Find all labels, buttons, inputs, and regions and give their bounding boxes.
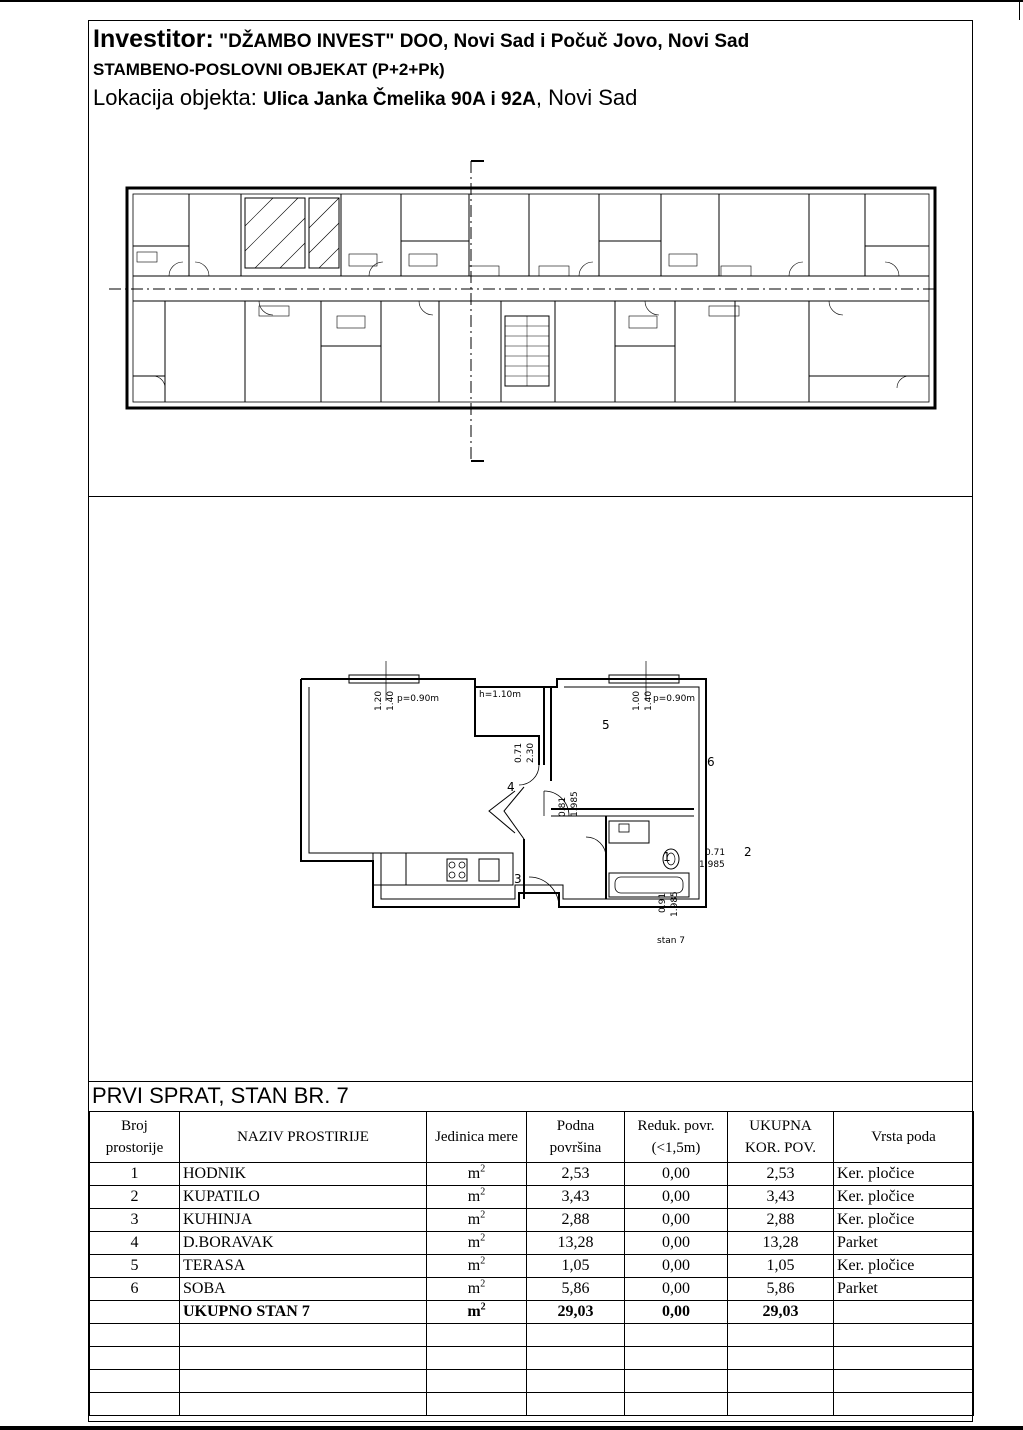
room-floor-area: 1,05 — [527, 1255, 625, 1278]
door-bath-w: 0.71 — [705, 848, 726, 858]
location-city: , Novi Sad — [535, 85, 638, 110]
location-line — [93, 87, 637, 109]
room-floor-area: 2,53 — [527, 1163, 625, 1186]
investor-label: Investitor: — [93, 25, 214, 53]
room-reduced-area: 0,00 — [625, 1209, 728, 1232]
room-floor-area: 2,88 — [527, 1209, 625, 1232]
room-reduced-area: 0,00 — [625, 1186, 728, 1209]
room-no: 5 — [90, 1255, 180, 1278]
door-bath-h: 1.985 — [699, 860, 725, 870]
document-frame — [88, 20, 973, 1422]
location-label: Lokacija objekta: — [93, 85, 257, 110]
investor-second: Počuč Jovo, Novi Sad — [550, 31, 750, 52]
col-header-total-area: UKUPNA KOR. POV. — [728, 1112, 834, 1163]
room-unit: $m^2$ — [427, 1232, 527, 1255]
room-name: HODNIK — [180, 1163, 427, 1186]
col-header-unit: Jedinica mere — [427, 1112, 527, 1163]
table-row — [90, 1232, 974, 1255]
investor-line — [93, 27, 749, 52]
col-header-name: NAZIV PROSTIRIJE — [180, 1112, 427, 1163]
room-floor-area: 3,43 — [527, 1186, 625, 1209]
room-total-area: 3,43 — [728, 1186, 834, 1209]
terrace-height-label: h=1.10m — [479, 690, 522, 700]
blank-row — [90, 1393, 974, 1416]
window-right-h1: 1.00 — [632, 690, 642, 711]
room-area-table — [89, 1111, 974, 1416]
door-terrace-h: 2.30 — [526, 742, 536, 763]
room-total-area: 5,86 — [728, 1278, 834, 1301]
door-entry-h: 1.985 — [670, 891, 680, 917]
section-title: PRVI SPRAT, STAN BR. 7 — [92, 1083, 349, 1108]
blank-row — [90, 1347, 974, 1370]
investor-join: i — [540, 31, 546, 52]
col-header-reduced-area: Reduk. povr. (<1,5m) — [625, 1112, 728, 1163]
room-no: 6 — [90, 1278, 180, 1301]
room-unit: $m^2$ — [427, 1255, 527, 1278]
room-total-area: 1,05 — [728, 1255, 834, 1278]
door-terrace-w: 0.71 — [514, 742, 524, 763]
col-header-floor-type: Vrsta poda — [834, 1112, 974, 1163]
plan-separator-bottom — [89, 1081, 972, 1082]
room-no: 4 — [90, 1232, 180, 1255]
page-bottom-border — [0, 1426, 1023, 1430]
room-reduced-area: 0,00 — [625, 1255, 728, 1278]
room-reduced-area: 0,00 — [625, 1163, 728, 1186]
room-name: TERASA — [180, 1255, 427, 1278]
entry-label: stan 7 — [657, 936, 686, 946]
col-header-floor-area: Podna površina — [527, 1112, 625, 1163]
room-floor-type: Ker. pločice — [834, 1209, 974, 1232]
total-name: UKUPNO STAN 7 — [180, 1301, 427, 1324]
plan-room-2: 2 — [744, 845, 752, 859]
total-no-empty — [90, 1301, 180, 1324]
page-right-mark — [1019, 0, 1020, 20]
plan-room-4: 4 — [507, 780, 515, 794]
room-total-area: 2,88 — [728, 1209, 834, 1232]
room-name: KUHINJA — [180, 1209, 427, 1232]
plan-room-5: 5 — [602, 718, 610, 732]
total-floor-area: 29,03 — [527, 1301, 625, 1324]
total-unit: $m^2$ — [427, 1301, 527, 1324]
table-total-row — [90, 1301, 974, 1324]
door-room-w: 0.81 — [558, 796, 568, 817]
room-no: 2 — [90, 1186, 180, 1209]
room-floor-type: Parket — [834, 1232, 974, 1255]
table-row — [90, 1186, 974, 1209]
room-reduced-area: 0,00 — [625, 1278, 728, 1301]
unit-7-floor-plan — [289, 661, 752, 961]
window-left-h2: 1.40 — [386, 690, 396, 711]
room-floor-type: Parket — [834, 1278, 974, 1301]
table-row — [90, 1209, 974, 1232]
room-name: SOBA — [180, 1278, 427, 1301]
room-floor-area: 5,86 — [527, 1278, 625, 1301]
room-unit: $m^2$ — [427, 1186, 527, 1209]
room-reduced-area: 0,00 — [625, 1232, 728, 1255]
total-total-area: 29,03 — [728, 1301, 834, 1324]
window-right-h2: 1.40 — [644, 690, 654, 711]
total-type-empty — [834, 1301, 974, 1324]
blank-row — [90, 1324, 974, 1347]
floor-overview-plan — [109, 156, 939, 466]
room-total-area: 2,53 — [728, 1163, 834, 1186]
room-no: 3 — [90, 1209, 180, 1232]
room-unit: $m^2$ — [427, 1209, 527, 1232]
table-row — [90, 1255, 974, 1278]
plan-separator-top — [89, 496, 972, 497]
room-floor-area: 13,28 — [527, 1232, 625, 1255]
total-reduced-area: 0,00 — [625, 1301, 728, 1324]
room-unit: $m^2$ — [427, 1163, 527, 1186]
door-room-h: 1.985 — [570, 791, 580, 817]
table-row — [90, 1163, 974, 1186]
door-entry-w: 0.91 — [658, 892, 668, 913]
table-row — [90, 1278, 974, 1301]
room-floor-type: Ker. pločice — [834, 1255, 974, 1278]
plan-room-3: 3 — [514, 872, 522, 886]
room-total-area: 13,28 — [728, 1232, 834, 1255]
plan-room-1: 1 — [663, 850, 671, 864]
page-top-border — [0, 0, 1023, 2]
window-left-h1: 1.20 — [374, 690, 384, 711]
room-floor-type: Ker. pločice — [834, 1186, 974, 1209]
investor-name: "DŽAMBO INVEST" DOO, Novi Sad — [219, 31, 535, 52]
room-floor-type: Ker. pločice — [834, 1163, 974, 1186]
room-name: D.BORAVAK — [180, 1232, 427, 1255]
location-street: Ulica Janka Čmelika 90A i 92A — [263, 89, 536, 110]
object-type: STAMBENO-POSLOVNI OBJEKAT (P+2+Pk) — [93, 60, 445, 79]
plan-room-6: 6 — [707, 755, 715, 769]
room-name: KUPATILO — [180, 1186, 427, 1209]
parapet-left-label: p=0.90m — [397, 694, 440, 704]
room-unit: $m^2$ — [427, 1278, 527, 1301]
table-header-row — [90, 1112, 974, 1163]
blank-row — [90, 1370, 974, 1393]
room-no: 1 — [90, 1163, 180, 1186]
col-header-no: Broj prostorije — [90, 1112, 180, 1163]
parapet-right-label: p=0.90m — [653, 694, 696, 704]
